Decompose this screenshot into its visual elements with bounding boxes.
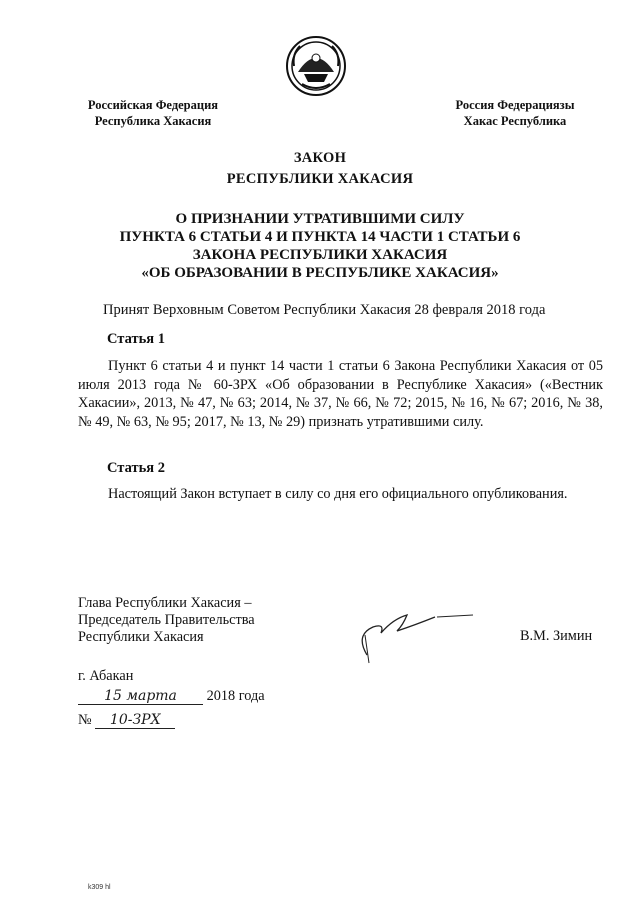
adoption-statement: Принят Верховным Советом Республики Хакасия 28 февраля 2018 года (103, 302, 546, 318)
signing-date (78, 688, 265, 705)
header-left (78, 97, 228, 129)
article-2-text (78, 485, 603, 504)
law-issuer: РЕСПУБЛИКИ ХАКАСИЯ (226, 171, 414, 187)
signatory-line: Республики Хакасия (78, 629, 204, 645)
republic-name: Республика Хакасия (94, 114, 212, 128)
republic-name-khakas: Хакас Республика (463, 114, 567, 128)
coat-of-arms-icon (284, 34, 348, 98)
law-number (78, 712, 175, 729)
handwritten-signature (345, 605, 495, 665)
article-2-body: Настоящий Закон вступает в силу со дня его официального опубликования. (108, 486, 568, 502)
signatory-line: Председатель Правительства (78, 612, 255, 628)
article-2-heading: Статья 2 (107, 460, 165, 476)
signatory-line: Глава Республики Хакасия – (78, 595, 252, 611)
law-label: ЗАКОН (293, 150, 347, 166)
number-sign: № (78, 712, 92, 728)
title-line: О ПРИЗНАНИИ УТРАТИВШИМИ СИЛУ (175, 211, 465, 227)
footer-code: k309 hl (88, 884, 111, 891)
date-year: 2018 года (206, 688, 265, 704)
place-city: г. Абакан (78, 668, 134, 684)
title-line: ПУНКТА 6 СТАТЬИ 4 И ПУНКТА 14 ЧАСТИ 1 СТАТЬИ 6 (119, 229, 521, 245)
signatory-name: В.М. Зимин (520, 628, 593, 644)
country-name: Российская Федерация (87, 98, 219, 112)
title-line: «ОБ ОБРАЗОВАНИИ В РЕСПУБЛИКЕ ХАКАСИЯ» (141, 265, 499, 281)
document-title (60, 210, 580, 282)
article-1-body: Пункт 6 статьи 4 и пункт 14 части 1 статьи 6 Закона Республики Хакасия от 05 июля 2013 года № 60-ЗРХ «Об образовании в Республике Хакасия» («Вестник Хакасии», 2013, № 47, № 63; 2014, № 37, № 66, № 72; 2015, № 16, № 67; 2016, № 38, № 49, № 63, № 95; 2017, № 13, № 29) признать утратившими силу. (78, 358, 603, 430)
header-right (440, 97, 590, 129)
article-1-text (78, 357, 603, 431)
signatory-title (78, 595, 255, 646)
title-line: ЗАКОНА РЕСПУБЛИКИ ХАКАСИЯ (192, 247, 448, 263)
article-1-heading: Статья 1 (107, 331, 165, 347)
date-handwritten: 15 марта (78, 688, 203, 705)
number-handwritten: 10-ЗРХ (95, 712, 175, 729)
country-name-khakas: Россия Федерациязы (455, 98, 575, 112)
